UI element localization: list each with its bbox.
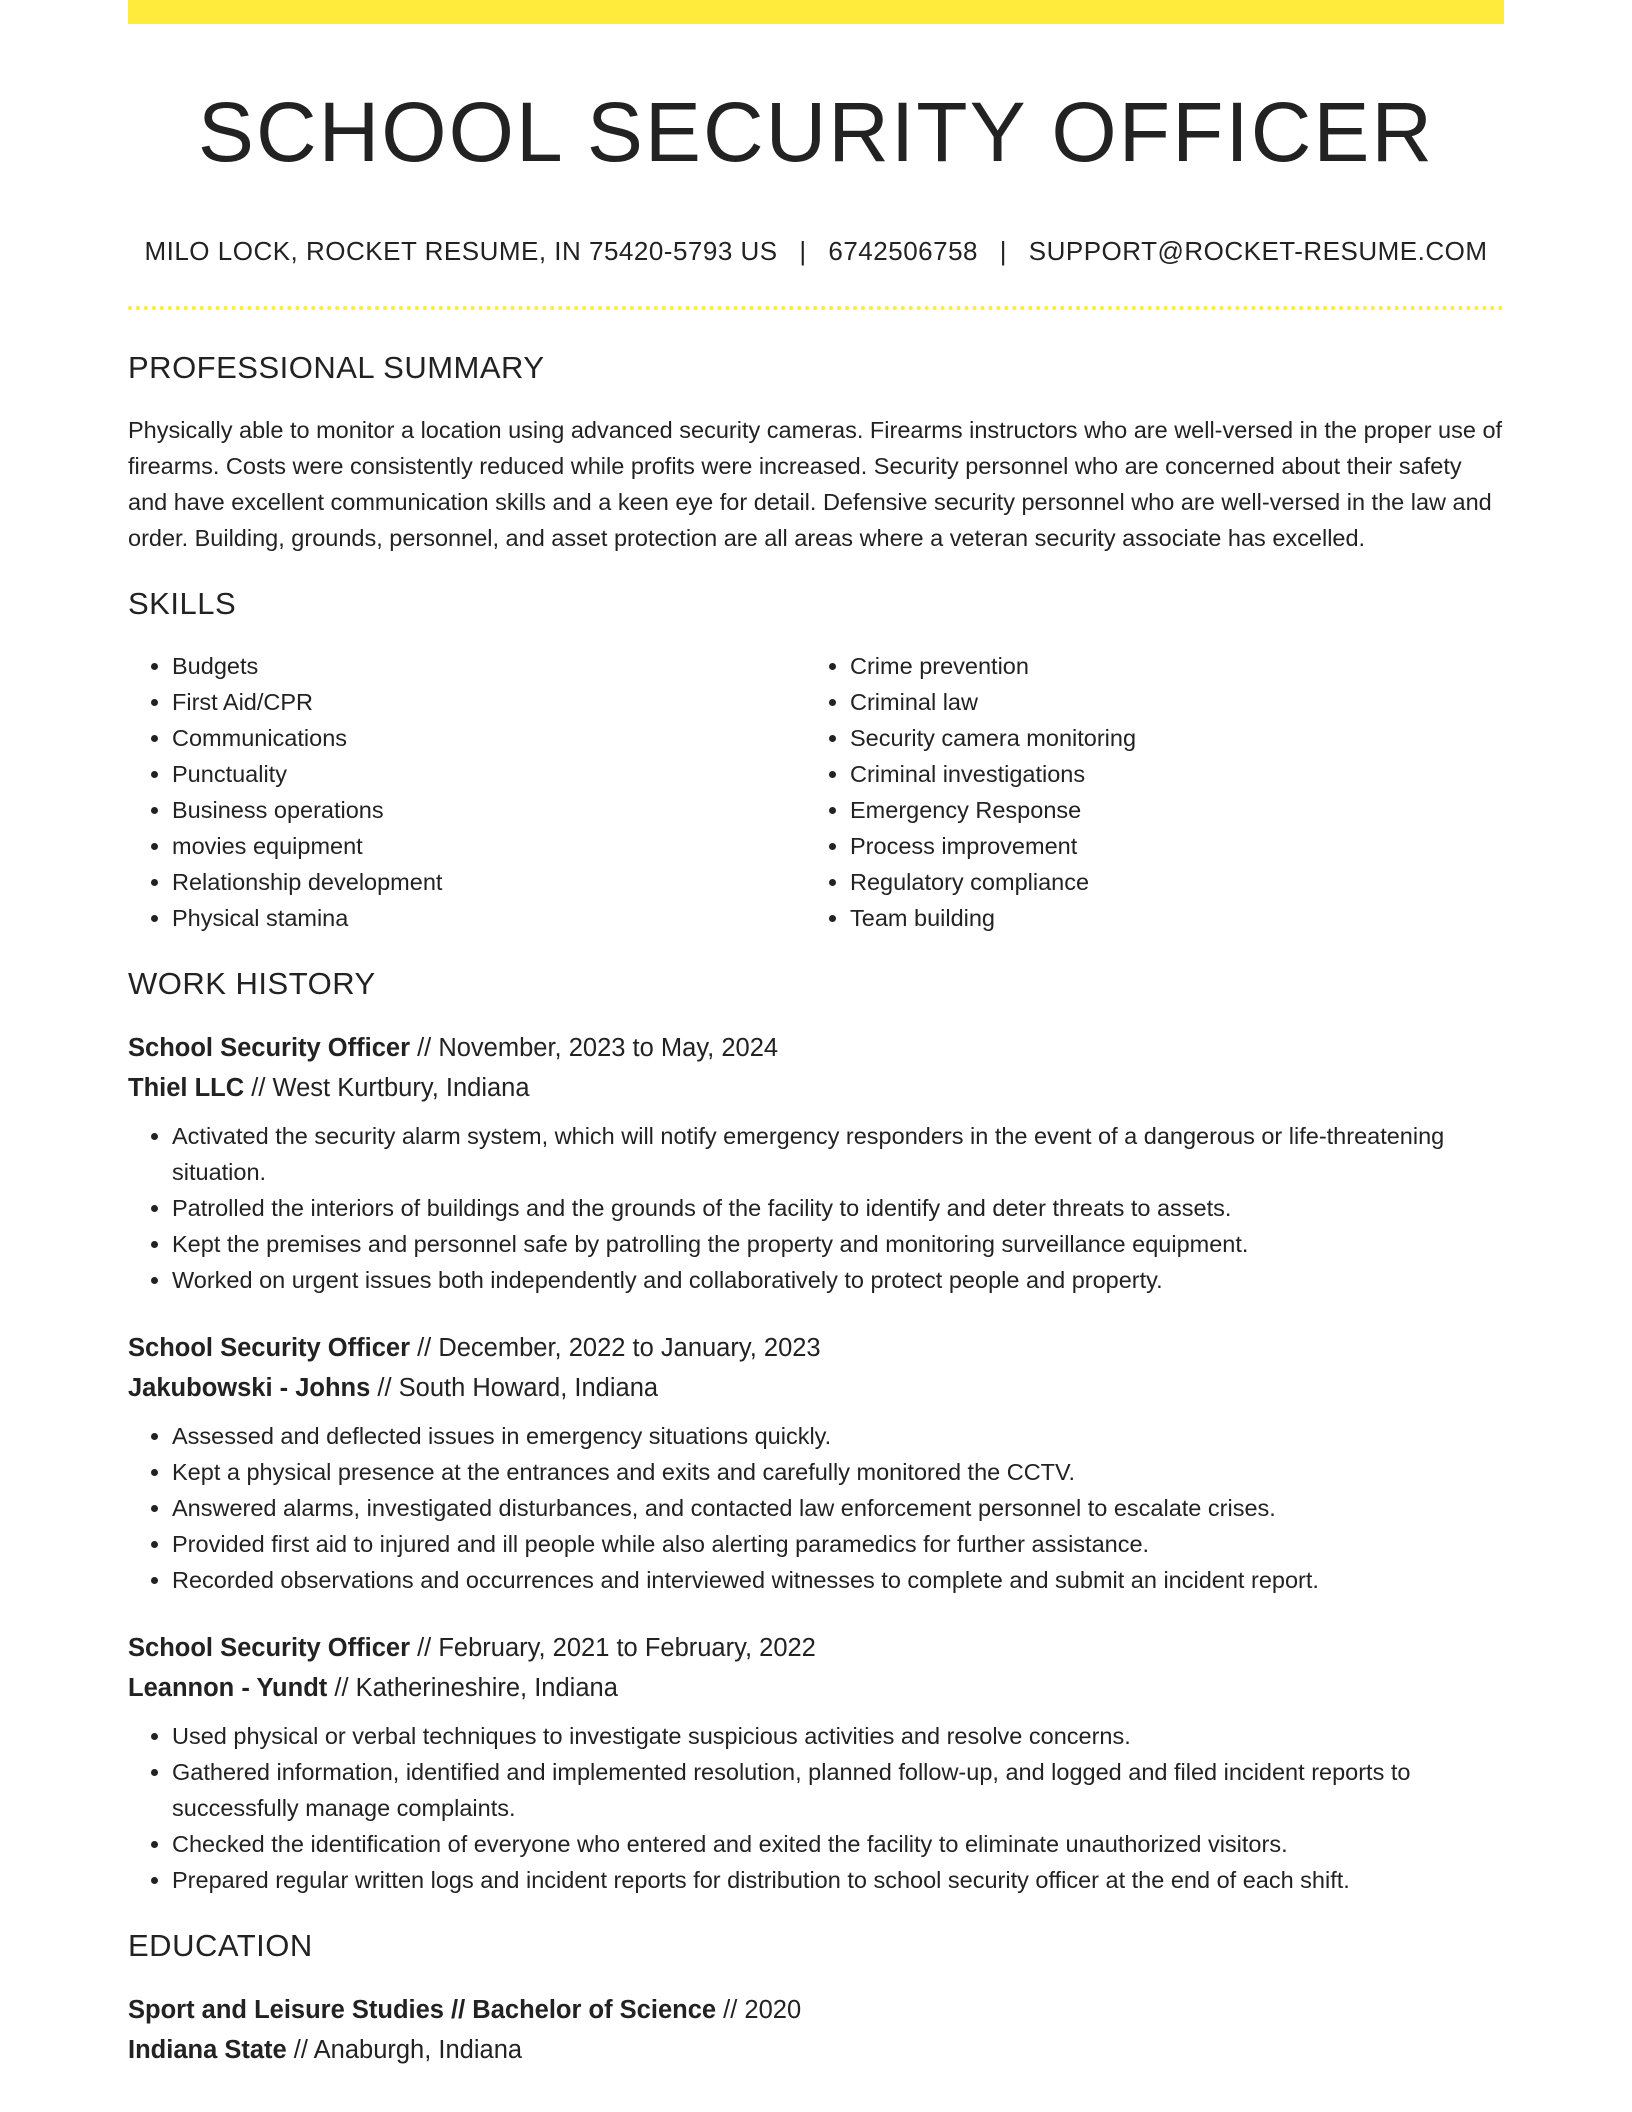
skill-item: • Crime prevention [850, 648, 1484, 684]
job-bullet: • Assessed and deflected issues in emergency situations quickly. [172, 1418, 1504, 1454]
job-bullet: • Activated the security alarm system, which will notify emergency responders in the event of a dangerous or life-threatening situation. [172, 1118, 1504, 1190]
job-title: School Security Officer [128, 1034, 410, 1062]
skills-section [128, 586, 1504, 936]
job-bullets [128, 1118, 1504, 1298]
summary-heading: PROFESSIONAL SUMMARY [128, 350, 545, 385]
resume-title: SCHOOL SECURITY OFFICER [197, 85, 1435, 179]
job-company: Leannon - Yundt [128, 1674, 328, 1702]
skill-item: • Criminal investigations [850, 756, 1484, 792]
job-company-line [128, 1368, 1504, 1408]
education-location: // Anaburgh, Indiana [286, 2036, 523, 2064]
skill-item: • Relationship development [172, 864, 806, 900]
skill-item: • Punctuality [172, 756, 806, 792]
job-bullet: • Checked the identification of everyone who entered and exited the facility to eliminate unauthorized visitors. [172, 1826, 1504, 1862]
job-company-line [128, 1068, 1504, 1108]
job-dates: // December, 2022 to January, 2023 [410, 1334, 821, 1362]
job-title-line [128, 1028, 1504, 1068]
job-title-line [128, 1328, 1504, 1368]
job-title-line [128, 1628, 1504, 1668]
contact-separator: | [999, 236, 1007, 266]
contact-address: MILO LOCK, ROCKET RESUME, IN 75420-5793 US [144, 236, 778, 266]
skill-item: • Business operations [172, 792, 806, 828]
skill-item: • Process improvement [850, 828, 1484, 864]
job-bullet: • Kept the premises and personnel safe by patrolling the property and monitoring surveillance equipment. [172, 1226, 1504, 1262]
job-location: // West Kurtbury, Indiana [244, 1074, 530, 1102]
top-accent-bar [128, 0, 1504, 24]
skill-item: • Security camera monitoring [850, 720, 1484, 756]
job-title: School Security Officer [128, 1334, 410, 1362]
job-location: // South Howard, Indiana [370, 1374, 659, 1402]
education-school-line [128, 2030, 1504, 2070]
skill-item: • Physical stamina [172, 900, 806, 936]
job-bullets [128, 1418, 1504, 1598]
contact-email: SUPPORT@ROCKET-RESUME.COM [1028, 236, 1488, 266]
work-history-section [128, 966, 1504, 1898]
skill-item: • Budgets [172, 648, 806, 684]
education-degree-line [128, 1990, 1504, 2030]
contact-line [128, 236, 1504, 267]
job-company: Jakubowski - Johns [128, 1374, 371, 1402]
skill-item: • Emergency Response [850, 792, 1484, 828]
resume-body [128, 350, 1504, 2070]
summary-text: Physically able to monitor a location using advanced security cameras. Firearms instructors who are well-versed in the proper use of firearms. Costs were consistently reduced while profits were increased. Security personnel who are concerned about their safety and have excellent communication skills and a keen eye for detail. Defensive security personnel who are well-versed in the law and order. Building, grounds, personnel, and asset protection are all areas where a veteran security associate has excelled. [128, 417, 1503, 551]
summary-section [128, 350, 1504, 556]
skills-columns [128, 648, 1504, 936]
skill-item: • Regulatory compliance [850, 864, 1484, 900]
education-year: // 2020 [716, 1996, 802, 2024]
job-bullet: • Used physical or verbal techniques to investigate suspicious activities and resolve concerns. [172, 1718, 1504, 1754]
job-bullet: • Prepared regular written logs and incident reports for distribution to school security officer at the end of each shift. [172, 1862, 1504, 1898]
job-title: School Security Officer [128, 1634, 410, 1662]
skill-item: • Team building [850, 900, 1484, 936]
skill-item: • Communications [172, 720, 806, 756]
job-bullet: • Worked on urgent issues both independently and collaboratively to protect people and property. [172, 1262, 1504, 1298]
job-bullets [128, 1718, 1504, 1898]
work-history-heading: WORK HISTORY [128, 966, 376, 1001]
education-degree: Sport and Leisure Studies // Bachelor of Science [128, 1996, 717, 2024]
education-entry [128, 1990, 1504, 2070]
education-section [128, 1928, 1504, 2070]
education-heading: EDUCATION [128, 1928, 313, 1963]
job-bullet: • Answered alarms, investigated disturbances, and contacted law enforcement personnel to escalate crises. [172, 1490, 1504, 1526]
job-company-line [128, 1668, 1504, 1708]
job-bullet: • Kept a physical presence at the entrances and exits and carefully monitored the CCTV. [172, 1454, 1504, 1490]
contact-phone: 6742506758 [828, 236, 978, 266]
job-bullet: • Patrolled the interiors of buildings and the grounds of the facility to identify and deter threats to assets. [172, 1190, 1504, 1226]
skills-list-right [806, 648, 1484, 936]
header-divider [128, 306, 1504, 310]
skills-list-left [128, 648, 806, 936]
job-company: Thiel LLC [128, 1074, 245, 1102]
job-bullet: • Provided first aid to injured and ill people while also alerting paramedics for further assistance. [172, 1526, 1504, 1562]
job-entry [128, 1328, 1504, 1598]
skills-heading: SKILLS [128, 586, 237, 621]
job-location: // Katherineshire, Indiana [327, 1674, 618, 1702]
job-dates: // February, 2021 to February, 2022 [410, 1634, 816, 1662]
job-entry [128, 1628, 1504, 1898]
job-bullet: • Recorded observations and occurrences and interviewed witnesses to complete and submit an incident report. [172, 1562, 1504, 1598]
skill-item: • Criminal law [850, 684, 1484, 720]
skill-item: • First Aid/CPR [172, 684, 806, 720]
job-dates: // November, 2023 to May, 2024 [410, 1034, 779, 1062]
contact-separator: | [799, 236, 807, 266]
job-bullet: • Gathered information, identified and implemented resolution, planned follow-up, and logged and filed incident reports to successfully manage complaints. [172, 1754, 1504, 1826]
skill-item: • movies equipment [172, 828, 806, 864]
job-entry [128, 1028, 1504, 1298]
education-school: Indiana State [128, 2036, 287, 2064]
